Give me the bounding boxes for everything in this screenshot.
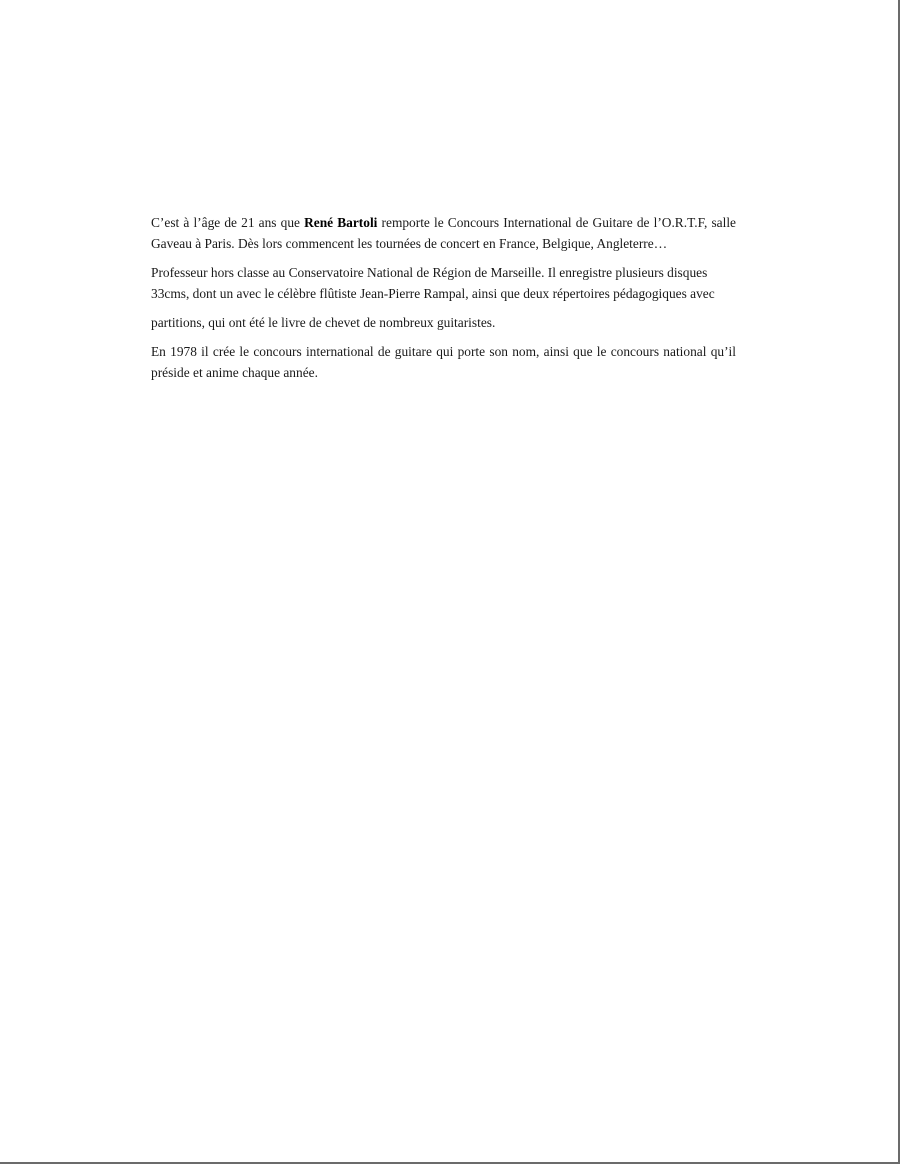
paragraph-2: Professeur hors classe au Conservatoire National de Région de Marseille. Il enregistre plusieurs disques 33cms, dont un avec le célèbre flûtiste Jean-Pierre Rampal, ainsi que deux répertoires pédagogiques avec xyxy=(151,265,715,301)
paragraph-1-intro: C’est à l’âge de 21 ans que xyxy=(151,215,305,230)
paragraph-1-rest: remporte le Concours International de Guitare de l’O.R.T.F, salle Gaveau à Paris. Dès lors commencent les tournées de concert en France, Belgique, Angleterre… xyxy=(151,215,736,251)
artist-name: René Bartoli xyxy=(304,215,378,230)
paragraph-3: partitions, qui ont été le livre de chevet de nombreux guitaristes. xyxy=(151,315,496,330)
document-body xyxy=(151,212,736,391)
paragraph-1 xyxy=(151,212,736,254)
paragraph-4: En 1978 il crée le concours international de guitare qui porte son nom, ainsi que le concours national qu’il préside et anime chaque année. xyxy=(151,344,736,380)
